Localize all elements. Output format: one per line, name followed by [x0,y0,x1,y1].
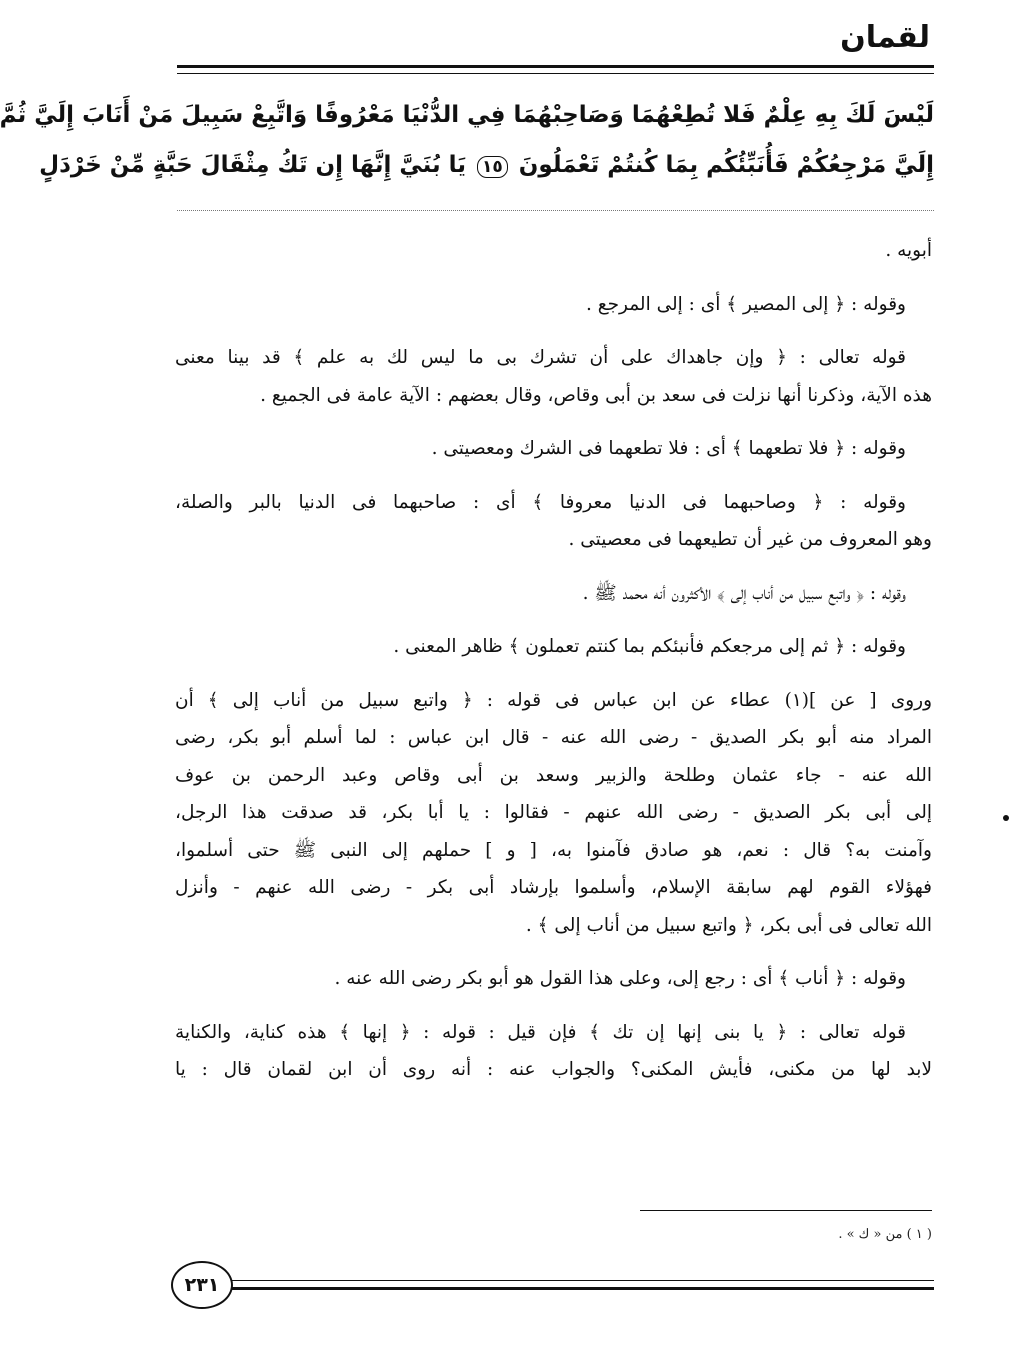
text-line: وقوله : ﴿ إلى المصير ﴾ أى : إلى المرجع . [585,293,906,315]
text-line: وقوله : ﴿ أناب ﴾ أى : رجع إلى، وعلى هذا القول هو أبو بكر رضى الله عنه . [334,968,906,989]
quran-line-2 [39,140,934,190]
text-line: إلى أبى بكر الصديق - رضى الله عنهم - فقالوا : يا أبا بكر، قد صدقت هذا الرجل، [175,802,932,823]
running-header-title: لقمان [840,20,930,55]
paragraph-2 [175,286,932,324]
paragraph-3 [175,339,932,414]
ayah-number-marker: ١٥ [477,156,508,178]
paragraph-8 [175,682,932,945]
text-line: وهو المعروف من غير أن تطيعهما فى معصيتى . [568,529,932,550]
page-number: ٢٣١ [171,1261,233,1309]
quran-line-2-end: يَا بُنَيَّ إِنَّهَا إِن تَكُ مِثْقَالَ حَبَّةٍ مِّنْ خَرْدَلٍ [39,152,466,178]
text-line: لابد لها من مكنى، فأيش المكنى؟ والجواب عنه : أنه روى أن ابن لقمان قال : يا [175,1059,932,1080]
text-line: وقوله : ﴿ وصاحبهما فى الدنيا معروفا ﴾ أى : صاحبهما فى الدنيا بالبر والصلة، [175,491,906,513]
text-line: قوله تعالى : ﴿ يا بنى إنها إن تك ﴾ فإن قيل : قوله : ﴿ إنها ﴾ هذه كناية، والكناية [175,1021,906,1043]
text-line: هذه الآية، وذكرنا أنها نزلت فى سعد بن أبى وقاص، وقال بعضهم : الآية عامة فى الجميع . [260,384,932,406]
paragraph-5 [175,484,932,559]
text-line: أبويه . [885,240,932,261]
footnote-rule [640,1210,932,1211]
text-line: وآمنت به؟ قال : نعم، هو صادق فآمنوا به، [ و ] حملهم إلى النبى ﷺ حتى أسلموا، [175,839,932,861]
text-line: وروى [ عن ](١) عطاء عن ابن عباس فى قوله : ﴿ واتبع سبيل من أناب إلى ﴾ أن [175,689,933,711]
text-line: وقوله : ﴿ فلا تطعهما ﴾ أى : فلا تطعهما فى الشرك ومعصيتى . [431,438,906,459]
text-line: وقوله : ﴿ واتبع سبيل من أناب إلى ﴾ الأكثرون أنه محمد ﷺ . [582,582,906,604]
text-line: الله عنه - جاء عثمان وطلحة والزبير وسعد بن أبى وقاص وعبد الرحمن بن عوف [175,764,932,786]
text-line: وقوله : ﴿ ثم إلى مرجعكم فأنبئكم بما كنتم تعملون ﴾ ظاهر المعنى . [393,636,906,657]
commentary-body [175,232,932,1089]
footer-rule-thick [227,1287,934,1290]
quran-line-2-start: إِلَيَّ مَرْجِعُكُمْ فَأُنَبِّئُكُم بِمَا كُنتُمْ تَعْمَلُونَ [518,152,934,178]
paragraph-6 [175,575,932,613]
quran-line-1: لَيْسَ لَكَ بِهِ عِلْمٌ فَلا تُطِعْهُمَا وَصَاحِبْهُمَا فِي الدُّنْيَا مَعْرُوفًا وَاتَّبِعْ سَبِيلَ مَنْ أَنَابَ إِلَيَّ ثُمَّ [0,102,934,128]
margin-dot [1003,815,1009,821]
paragraph-7 [175,628,932,666]
header-rule-thick [177,65,934,68]
text-line: قوله تعالى : ﴿ وإن جاهداك على أن تشرك بى ما ليس لك به علم ﴾ قد بينا معنى [175,347,906,368]
quran-verse-block [0,90,934,190]
paragraph-4 [175,430,932,468]
text-line: فهؤلاء القوم لهم سابقة الإسلام، وأسلموا بإرشاد أبى بكر - رضى الله عنهم - وأنزل [175,877,932,898]
footnote: ( ١ ) من « ك » . [838,1227,932,1242]
paragraph-1 [175,232,932,270]
header-rule-thin [177,73,934,74]
text-line: الله تعالى فى أبى بكر، ﴿ واتبع سبيل من أناب إلى ﴾ . [525,914,932,936]
text-line: المراد منه أبو بكر الصديق - رضى الله عنه - قال ابن عباس : لما أسلم أبو بكر، رضى [175,727,932,748]
verse-commentary-divider [177,210,934,211]
paragraph-9 [175,960,932,998]
footer-rule-thin [227,1280,934,1281]
paragraph-10 [175,1014,932,1089]
